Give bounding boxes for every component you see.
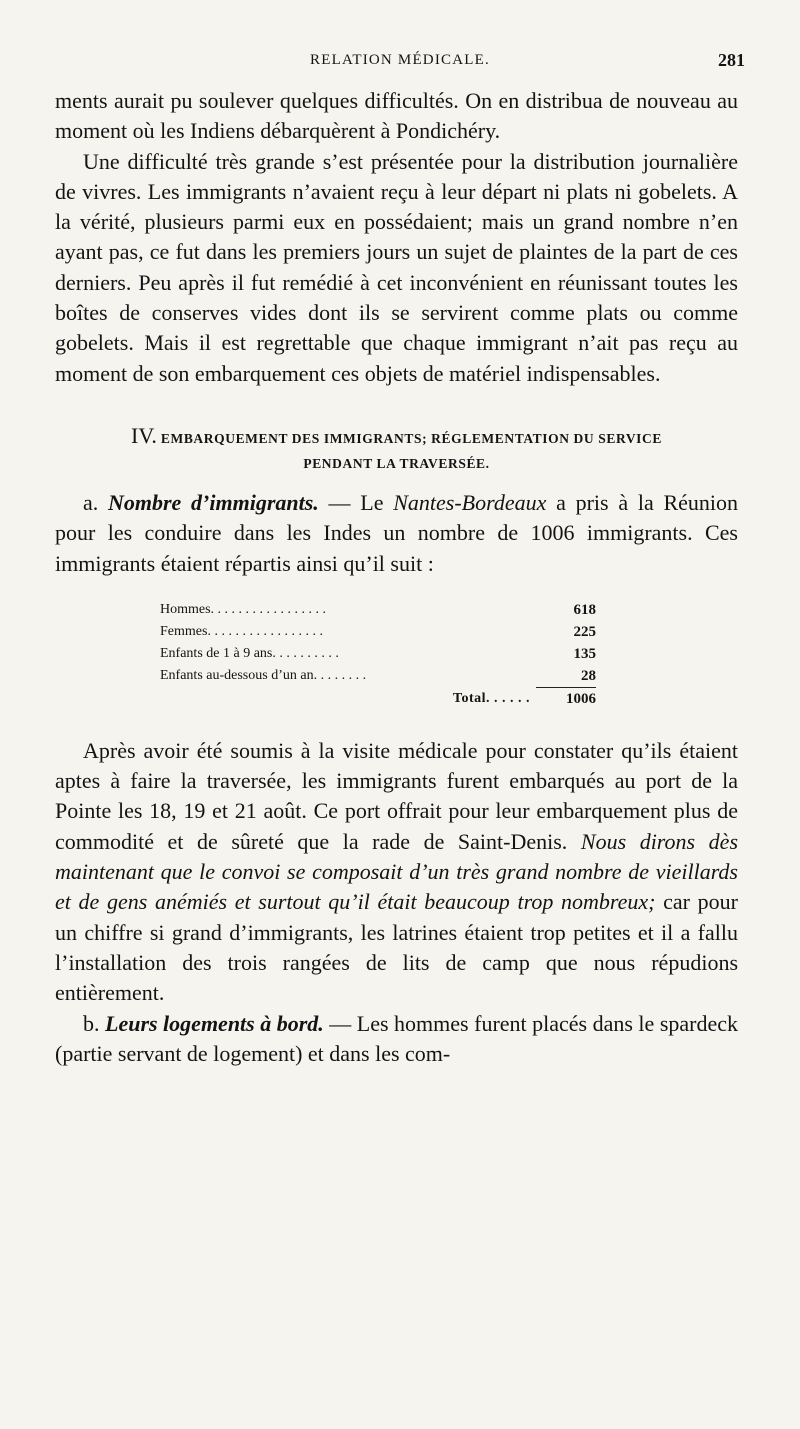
row-label: Hommes. . . . . . . . . . . . . . . . . bbox=[160, 601, 327, 617]
total-row bbox=[160, 687, 596, 710]
row-value: 618 bbox=[573, 601, 596, 618]
para-a-text: a pris à la Réunion pour les conduire dans les Indes un nombre de 1006 immigrants. Ces immigrants étaient répartis ainsi qu’il suit : bbox=[55, 489, 738, 576]
row-value: 28 bbox=[581, 667, 596, 684]
row-label: Enfants de 1 à 9 ans. . . . . . . . . . bbox=[160, 645, 339, 661]
section-title-line2: PENDANT LA TRAVERSÉE. bbox=[303, 455, 490, 471]
total-label: Total. . . . . . bbox=[452, 690, 530, 706]
section-heading bbox=[55, 423, 738, 476]
para-a-lead: Le bbox=[360, 489, 384, 515]
para-b-label: b. bbox=[83, 1010, 100, 1036]
section-number: IV. bbox=[131, 422, 157, 448]
row-label: Enfants au-dessous d’un an. . . . . . . . bbox=[160, 668, 367, 684]
table-row bbox=[160, 665, 596, 688]
running-head: RELATION MÉDICALE. bbox=[310, 52, 490, 68]
row-value: 225 bbox=[573, 623, 596, 640]
page-number: 281 bbox=[718, 50, 745, 70]
paragraph-distribution: Une difficulté très grande s’est présentée pour la distribution journalière de vivres. Les immigrants n’avaient reçu à leur départ ni plats ni gobelets. A la vérité, plusieurs parmi eux en possédaient; mais un grand nombre n’en ayant pas, ce fut dans les premiers jours un sujet de plaintes de la part de ces derniers. Peu après il fut remédié à cet inconvénient en réunissant toutes les boîtes de conserves vides dont ils se servirent comme plats ou comme gobelets. Mais il est regrettable que chaque immigrant n’ait pas reçu au moment de son embarquement ces objets de matériel indispensables. bbox=[55, 148, 738, 386]
para-a-dash: — bbox=[328, 489, 351, 515]
table-row bbox=[160, 599, 596, 621]
immigrant-census-table bbox=[160, 599, 596, 710]
total-value: 1006 bbox=[536, 687, 596, 710]
para-b-text: Les hommes furent placés dans le spardeck (partie servant de logement) et dans les com- bbox=[55, 1010, 738, 1066]
embarkation-italic: Nous dirons dès maintenant que le convoi se composait d’un très grand nombre de vieillards et de gens anémiés et surtout qu’il était beaucoup trop nombreux; bbox=[55, 828, 739, 915]
table-row bbox=[160, 621, 596, 643]
paragraph-continuation: ments aurait pu soulever quelques difficultés. On en distribua de nouveau au moment où les Indiens débarquèrent à Pondichéry. bbox=[55, 88, 738, 144]
paragraph-embarkation bbox=[55, 736, 738, 1009]
para-a-label: a. bbox=[83, 489, 99, 515]
row-label: Femmes. . . . . . . . . . . . . . . . . bbox=[160, 623, 323, 639]
embarkation-text-end: car pour un chiffre si grand d’immigrants, les latrines étaient trop petites et il a fallu l’installation des trois rangées de lits de camp que nous répudions entièrement. bbox=[55, 889, 739, 1006]
paragraph-a bbox=[55, 488, 738, 579]
para-b-title: Leurs logements à bord. bbox=[105, 1010, 324, 1036]
embarkation-text: Après avoir été soumis à la visite médicale pour constater qu’ils étaient aptes à faire la traversée, les immigrants furent embarqués au port de la Pointe les 18, 19 et 21 août. Ce port offrait pour leur embarquement plus de commodité et de sûreté que la rade de Saint-Denis. bbox=[55, 737, 738, 854]
body-text bbox=[55, 86, 738, 1069]
para-b-dash: — bbox=[329, 1010, 352, 1036]
row-value: 135 bbox=[573, 645, 596, 662]
ship-name: Nantes-Bordeaux bbox=[393, 489, 547, 515]
page-header bbox=[0, 50, 800, 76]
para-a-title: Nombre d’immigrants. bbox=[108, 489, 319, 515]
paragraph-b bbox=[55, 1009, 738, 1070]
table-row bbox=[160, 643, 596, 665]
section-title-line1: EMBARQUEMENT DES IMMIGRANTS; RÉGLEMENTATION DU SERVICE bbox=[160, 430, 662, 446]
